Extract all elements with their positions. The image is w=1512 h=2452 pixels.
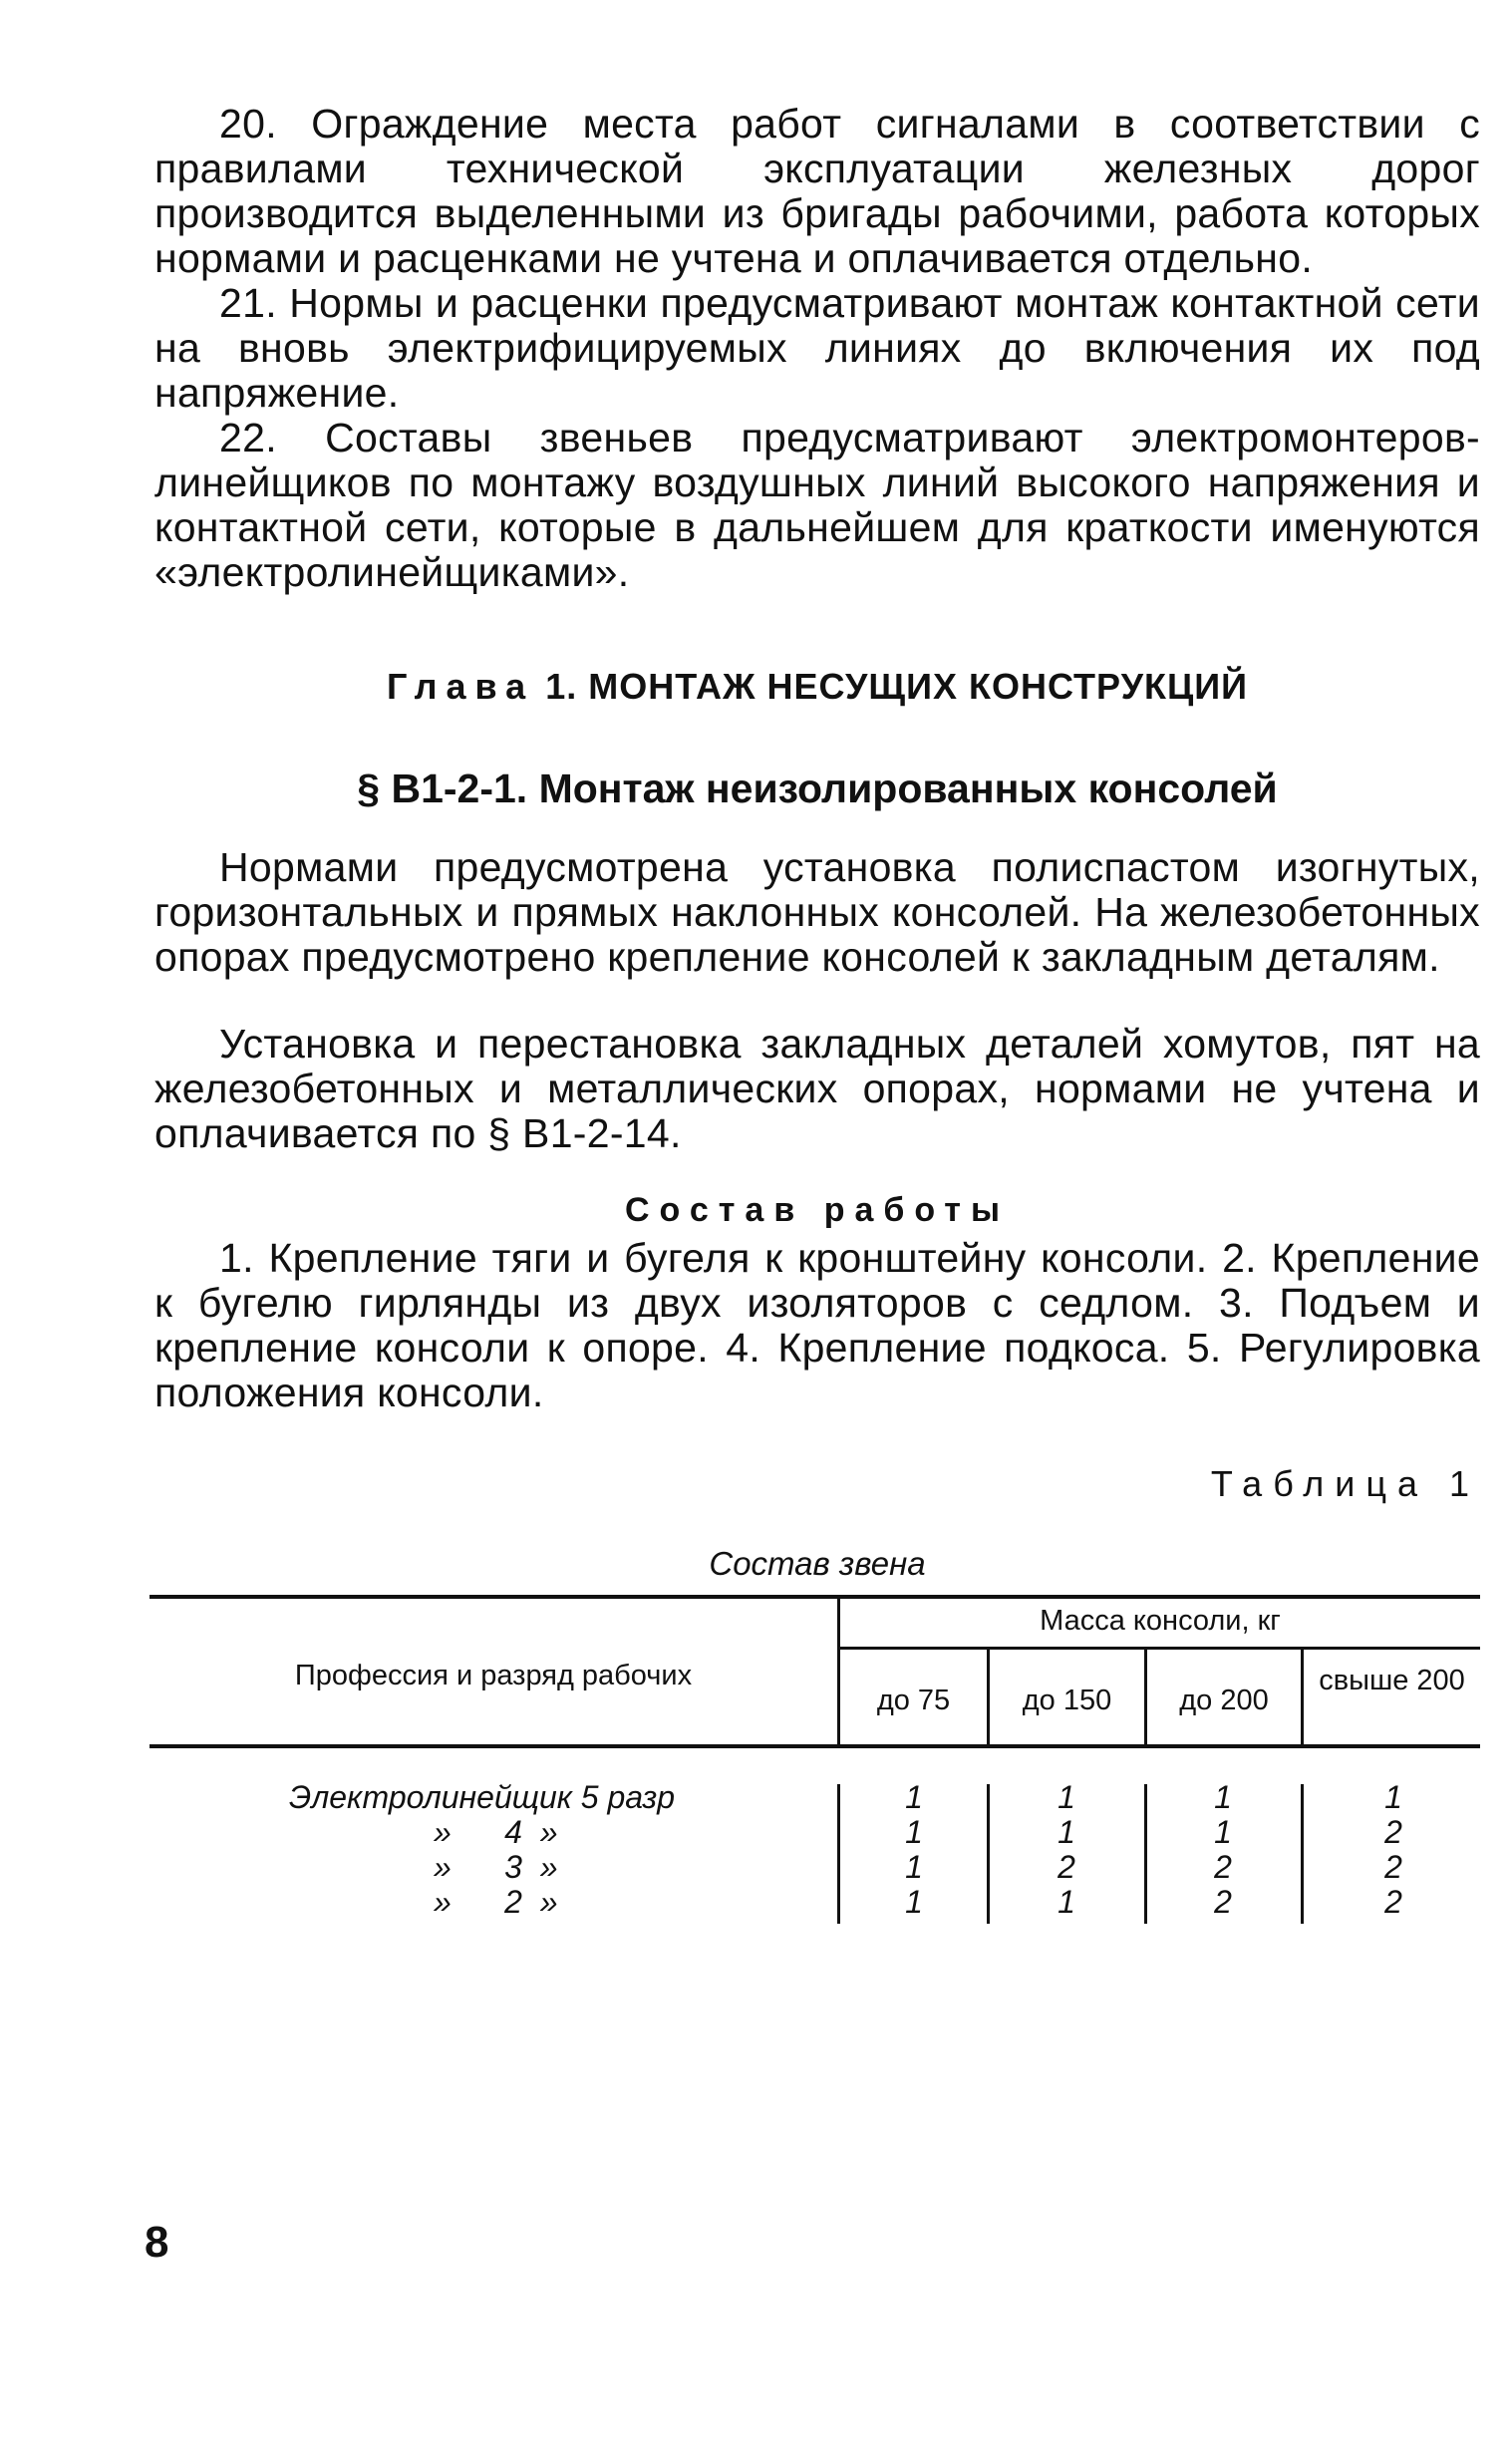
table-cell: 1 xyxy=(1058,1884,1075,1920)
table-cell: 2 xyxy=(1214,1849,1232,1885)
mass-group-header: Масса консоли, кг xyxy=(1040,1605,1281,1637)
column-header: до 75 xyxy=(876,1685,951,1716)
column-header: до 150 xyxy=(1022,1685,1112,1716)
table-label: Таблица 1 xyxy=(1210,1463,1480,1504)
table-cell: 2 xyxy=(1384,1814,1402,1850)
row-label: Электролинейщик 5 разр xyxy=(289,1779,676,1815)
chapter-title: 1. МОНТАЖ НЕСУЩИХ КОНСТРУКЦИЙ xyxy=(545,666,1248,707)
paragraph-22: 22. Составы звеньев предусматривают электромонтеров-линейщиков по монтажу воздушных линий высокого напряжения и контактной сети, которые в дальнейшем для краткости именуются «электролинейщиками». xyxy=(154,415,1480,595)
table-cell: 2 xyxy=(1384,1849,1402,1885)
table-cell: 1 xyxy=(905,1814,923,1850)
chapter-prefix: Глава xyxy=(387,666,535,707)
table-cell: 1 xyxy=(1058,1779,1075,1815)
table-cell: 1 xyxy=(1214,1814,1232,1850)
table-cell: 1 xyxy=(1214,1779,1232,1815)
row-label: » 2 » xyxy=(434,1884,558,1920)
table-cell: 1 xyxy=(905,1779,923,1815)
section-paragraph-2: Установка и перестановка закладных деталей хомутов, пят на железобетонных и металлических опорах, нормами не учтена и оплачивается по § В1-2-14. xyxy=(154,1021,1480,1156)
row-label: » 3 » xyxy=(434,1849,558,1885)
column-header: до 200 xyxy=(1179,1685,1269,1716)
paragraph-20: 20. Ограждение места работ сигналами в соответствии с правилами технической эксплуатации железных дорог производится выделенными из бригады рабочими, работа которых нормами и расценками не учтена и оплачивается отдельно. xyxy=(154,101,1480,281)
section-title: § В1-2-1. Монтаж неизолированных консолей xyxy=(357,766,1278,811)
table-cell: 1 xyxy=(905,1884,923,1920)
table-divider xyxy=(1144,1784,1147,1924)
table-divider xyxy=(1301,1648,1304,1746)
table-divider xyxy=(837,1784,840,1924)
table-cell: 2 xyxy=(1384,1884,1402,1920)
chapter-heading xyxy=(154,666,1480,708)
table-caption: Состав звена xyxy=(709,1545,926,1582)
table-cell: 2 xyxy=(1058,1849,1075,1885)
column-header: свыше 200 xyxy=(1319,1665,1465,1696)
section-paragraph-1: Нормами предусмотрена установка полиспастом изогнутых, горизонтальных и прямых наклонных консолей. На железобетонных опорах предусмотрено крепление консолей к закладным деталям. xyxy=(154,844,1480,980)
table-divider xyxy=(1301,1784,1304,1924)
page-number: 8 xyxy=(145,2218,169,2267)
table-cell: 2 xyxy=(1214,1884,1232,1920)
paragraph-21: 21. Нормы и расценки предусматривают монтаж контактной сети на вновь электрифицируемых линиях до включения их под напряжение. xyxy=(154,280,1480,416)
table-top-rule xyxy=(150,1595,1480,1599)
table-header-rule xyxy=(150,1744,1480,1748)
table-cell: 1 xyxy=(1384,1779,1402,1815)
work-description: 1. Крепление тяги и бугеля к кронштейну консоли. 2. Крепление к бугелю гирлянды из двух изоляторов с седлом. 3. Подъем и крепление консоли к опоре. 4. Крепление подкоса. 5. Регулировка положения консоли. xyxy=(154,1235,1480,1415)
work-heading: Состав работы xyxy=(625,1191,1010,1229)
table-cell: 1 xyxy=(905,1849,923,1885)
table-divider xyxy=(987,1784,990,1924)
table-group-rule xyxy=(837,1647,1480,1650)
profession-column-header: Профессия и разряд рабочих xyxy=(294,1660,693,1691)
table-cell: 1 xyxy=(1058,1814,1075,1850)
row-label: » 4 » xyxy=(434,1814,558,1850)
